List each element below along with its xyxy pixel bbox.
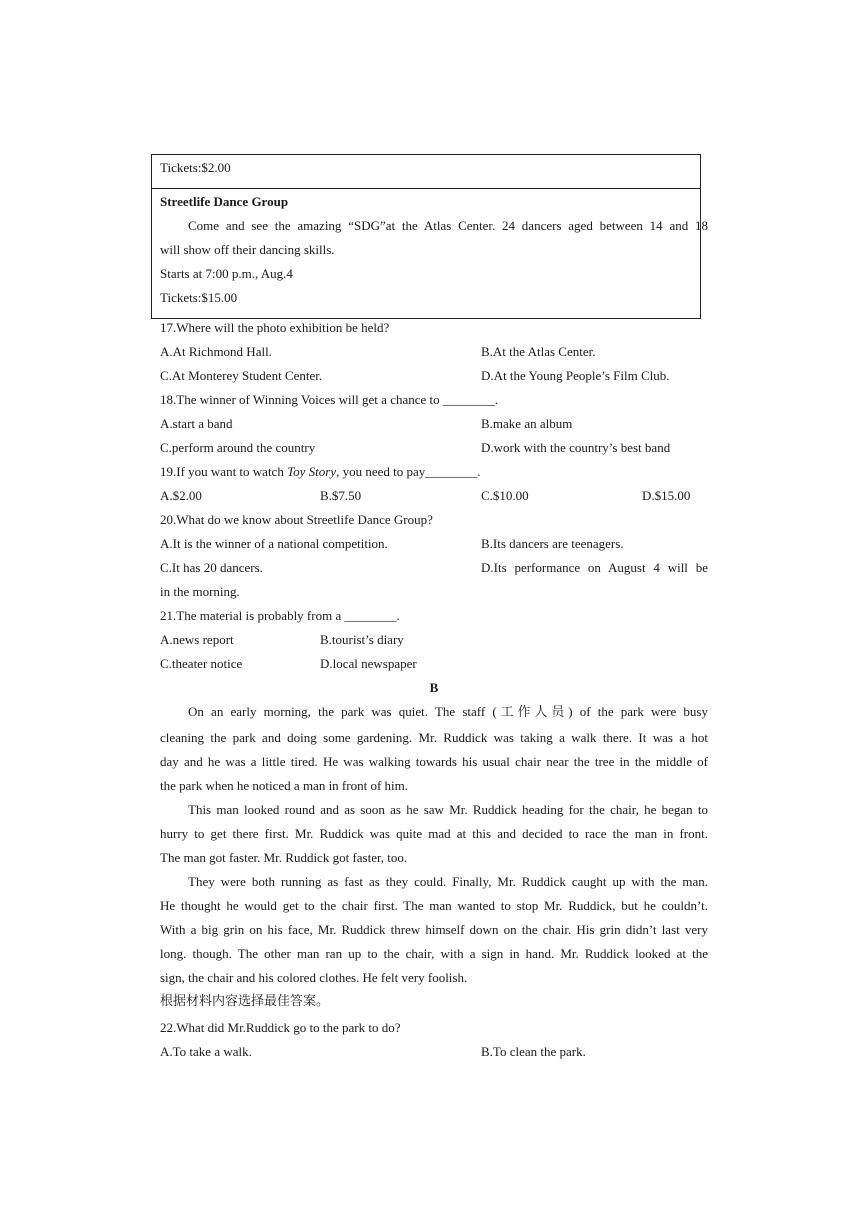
paragraph-line: day and he was a little tired. He was walking towards his usual chair near the tree in the middle of bbox=[160, 754, 708, 769]
question-stem bbox=[160, 464, 481, 480]
answer-option: B.make an album bbox=[481, 416, 573, 431]
paragraph-line: They were both running as fast as they could. Finally, Mr. Ruddick caught up with the man. bbox=[188, 874, 708, 889]
paragraph-line: sign, the chair and his colored clothes. He felt very foolish. bbox=[160, 970, 468, 985]
paragraph-line: hurry to get there first. Mr. Ruddick was quite mad at this and decided to race the man in front. bbox=[160, 826, 708, 841]
answer-option: C.$10.00 bbox=[481, 488, 529, 503]
notice-body-line1: Come and see the amazing “SDG”at the Atlas Center. 24 dancers aged between 14 and 18 bbox=[188, 218, 708, 233]
stem-text: , you need to pay________. bbox=[336, 464, 481, 479]
question-stem: 22.What did Mr.Ruddick go to the park to do? bbox=[160, 1020, 401, 1035]
paragraph-line: long. though. The other man ran up to the chair, with a sign in hand. Mr. Ruddick looked at the bbox=[160, 946, 708, 961]
answer-option-continued: in the morning. bbox=[160, 584, 240, 599]
answer-option: B.$7.50 bbox=[320, 488, 362, 503]
paragraph-line: The man got faster. Mr. Ruddick got faster, too. bbox=[160, 850, 408, 865]
prev-tickets: Tickets:$2.00 bbox=[160, 160, 231, 175]
paragraph-line: This man looked round and as soon as he saw Mr. Ruddick heading for the chair, he began to bbox=[188, 802, 708, 817]
answer-option: D.local newspaper bbox=[320, 656, 417, 671]
notice-starts: Starts at 7:00 p.m., Aug.4 bbox=[160, 266, 293, 281]
notice-divider bbox=[152, 188, 700, 189]
answer-option: D.work with the country’s best band bbox=[481, 440, 671, 455]
answer-option: C.It has 20 dancers. bbox=[160, 560, 263, 575]
answer-option: B.tourist’s diary bbox=[320, 632, 404, 647]
answer-option: A.It is the winner of a national competition. bbox=[160, 536, 388, 551]
answer-option: B.Its dancers are teenagers. bbox=[481, 536, 624, 551]
paragraph-line: cleaning the park and doing some gardening. Mr. Ruddick was taking a walk there. It was a hot bbox=[160, 730, 708, 745]
answer-option: A.At Richmond Hall. bbox=[160, 344, 272, 359]
answer-option: D.Its performance on August 4 will be bbox=[481, 560, 708, 575]
question-stem: 20.What do we know about Streetlife Dance Group? bbox=[160, 512, 433, 527]
answer-option: A.start a band bbox=[160, 416, 233, 431]
section-heading: B bbox=[429, 680, 439, 695]
notice-body-line2: will show off their dancing skills. bbox=[160, 242, 335, 257]
notice-tickets: Tickets:$15.00 bbox=[160, 290, 238, 305]
question-stem: 18.The winner of Winning Voices will get a chance to ________. bbox=[160, 392, 499, 407]
question-stem: 17.Where will the photo exhibition be held? bbox=[160, 320, 390, 335]
answer-option: A.news report bbox=[160, 632, 234, 647]
question-stem: 21.The material is probably from a ________. bbox=[160, 608, 400, 623]
answer-option: A.To take a walk. bbox=[160, 1044, 252, 1059]
answer-option: C.At Monterey Student Center. bbox=[160, 368, 323, 383]
paragraph-line: With a big grin on his face, Mr. Ruddick threw himself down on the chair. His grin didn’t last very bbox=[160, 922, 708, 937]
stem-text: 19.If you want to watch bbox=[160, 464, 288, 479]
answer-option: D.$15.00 bbox=[642, 488, 691, 503]
paragraph-line: He thought he would get to the chair first. The man wanted to stop Mr. Ruddick, but he couldn’t. bbox=[160, 898, 708, 913]
answer-option: C.theater notice bbox=[160, 656, 243, 671]
paragraph-line: On an early morning, the park was quiet. The staff (工作人员) of the park were busy bbox=[188, 704, 708, 719]
paragraph-line: the park when he noticed a man in front of him. bbox=[160, 778, 409, 793]
notice-title: Streetlife Dance Group bbox=[160, 194, 289, 209]
movie-title: Toy Story bbox=[287, 464, 337, 479]
answer-option: A.$2.00 bbox=[160, 488, 202, 503]
instruction-text: 根据材料内容选择最佳答案。 bbox=[160, 994, 330, 1009]
answer-option: B.To clean the park. bbox=[481, 1044, 586, 1059]
answer-option: B.At the Atlas Center. bbox=[481, 344, 596, 359]
answer-option: D.At the Young People’s Film Club. bbox=[481, 368, 670, 383]
answer-option: C.perform around the country bbox=[160, 440, 316, 455]
